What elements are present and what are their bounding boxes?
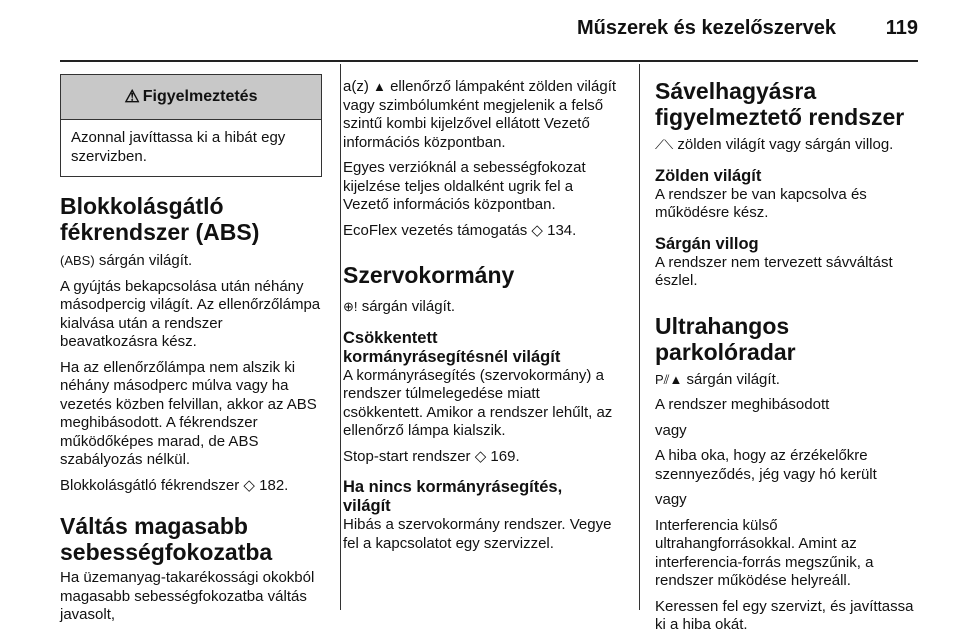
parking-paragraph: Interferencia külső ultrahangforrásokkal. Amint az interferencia-forrás megszűnik, a rendszer működése helyreáll. xyxy=(655,516,874,589)
lane-heading xyxy=(655,78,920,130)
reduced-assist-paragraph: A kormányrásegítés (szervokormány) a rendszer túlmelegedése miatt csökkentett. Amikor a rendszer lehűlt, az ellenőrző lámpa kialszik. xyxy=(343,366,613,439)
green-paragraph: A rendszer be van kapcsolva és működésre kész. xyxy=(655,185,867,221)
parking-status-text: sárgán világít. xyxy=(686,370,780,388)
column-3 xyxy=(655,78,920,642)
page-header xyxy=(60,0,918,62)
no-assist-heading-line2: világít xyxy=(343,497,391,515)
gear-paragraph: Ha üzemanyag-takarékossági okokból magasabb sebességfokozatba váltás javasolt, xyxy=(60,569,315,623)
reduced-assist-heading xyxy=(343,329,620,367)
abs-heading-line1: Blokkolásgátló xyxy=(60,193,224,219)
abs-heading-line2: fékrendszer (ABS) xyxy=(60,219,260,245)
no-assist-heading-line1: Ha nincs kormányrásegítés, xyxy=(343,478,563,496)
gear-heading-line1: Váltás magasabb xyxy=(60,513,248,539)
abs-icon: (ABS) xyxy=(60,253,95,268)
start-stop-reference: Stop-start rendszer ◇ 169. xyxy=(343,447,520,465)
lane-status-text: zölden világít vagy sárgán villog. xyxy=(677,136,894,153)
abs-heading xyxy=(60,193,322,245)
reduced-heading-line2: kormányrásegítésnél világít xyxy=(343,347,561,366)
ecoflex-reference: EcoFlex vezetés támogatás ◇ 134. xyxy=(343,221,577,239)
steering-heading: Szervokormány xyxy=(343,262,515,288)
warning-header xyxy=(61,75,321,120)
header-title: Műszerek és kezelőszervek xyxy=(576,17,836,39)
warning-box xyxy=(60,74,322,177)
steering-warning-icon: ⊕! xyxy=(343,299,358,314)
column-1 xyxy=(60,74,322,632)
gear-indicator-paragraph xyxy=(343,78,620,152)
warning-title: Figyelmeztetés xyxy=(142,88,258,105)
steering-status-text: sárgán világít. xyxy=(361,298,456,315)
gear-heading-line2: sebességfokozatba xyxy=(60,539,273,565)
lane-heading-line2: figyelmeztető rendszer xyxy=(655,104,905,130)
abs-paragraph: A gyújtás bekapcsolása után néhány másodpercig világít. Az ellenőrzőlámpa kialvása után a rendszer beavatkozásra kész. xyxy=(60,277,321,350)
gear-up-icon: ▲ xyxy=(373,79,386,94)
gear-indicator-text: ellenőrző lámpaként zölden világít vagy szimbólumként megjelenik a felső szintű kombi kijelzővel ellátott Vezető információs központban. xyxy=(343,78,617,151)
no-assist-heading xyxy=(343,478,620,516)
lane-departure-icon: ⟋⟍ xyxy=(655,137,674,152)
abs-status xyxy=(60,252,322,271)
gear-paragraph: Egyes verzióknál a sebességfokozat kijelzése teljes oldalként ugrik fel a Vezető információs központban. xyxy=(343,159,586,213)
parking-paragraph: vagy xyxy=(655,491,687,508)
lane-heading-line1: Sávelhagyásra xyxy=(655,78,817,104)
yellow-paragraph: A rendszer nem tervezett sávváltást észlel. xyxy=(655,253,893,289)
abs-paragraph: Ha az ellenőrzőlámpa nem alszik ki néhány másodperc múlva vagy ha vezetés közben felvillan, akkor az ABS meghibásodott. A fékrendszer működőképes marad, de ABS szabályozás nélkül. xyxy=(60,358,317,468)
warning-triangle-icon: ⚠ xyxy=(124,87,140,106)
parking-paragraph: vagy xyxy=(655,421,687,439)
gear-text-prefix: a(z) xyxy=(343,78,369,95)
parking-sensor-icon: P⫽▲ xyxy=(655,371,683,387)
warning-text: Azonnal javíttassa ki a hibát egy szervizben. xyxy=(71,129,286,165)
parking-paragraph: A rendszer meghibásodott xyxy=(655,396,830,413)
reduced-heading-line1: Csökkentett xyxy=(343,328,438,347)
gear-heading xyxy=(60,513,322,565)
green-heading: Zölden világít xyxy=(655,166,762,185)
column-2 xyxy=(343,78,620,560)
steering-status xyxy=(343,298,620,317)
parking-heading: Ultrahangos parkolóradar xyxy=(655,312,796,365)
lane-status xyxy=(655,136,920,155)
parking-status xyxy=(655,371,920,390)
no-assist-paragraph: Hibás a szervokormány rendszer. Vegye fel a kapcsolatot egy szervizzel. xyxy=(343,516,612,552)
page-number: 119 xyxy=(885,17,918,39)
abs-status-text: sárgán világít. xyxy=(98,252,193,269)
parking-paragraph: A hiba oka, hogy az érzékelőkre szennyeződés, jég vagy hó került xyxy=(655,447,877,483)
yellow-heading: Sárgán villog xyxy=(655,234,759,253)
parking-paragraph: Keressen fel egy szervizt, és javíttassa ki a hiba okát. xyxy=(655,597,914,633)
abs-reference: Blokkolásgátló fékrendszer ◇ 182. xyxy=(60,476,289,494)
column-divider xyxy=(639,64,640,610)
column-divider xyxy=(340,64,341,610)
